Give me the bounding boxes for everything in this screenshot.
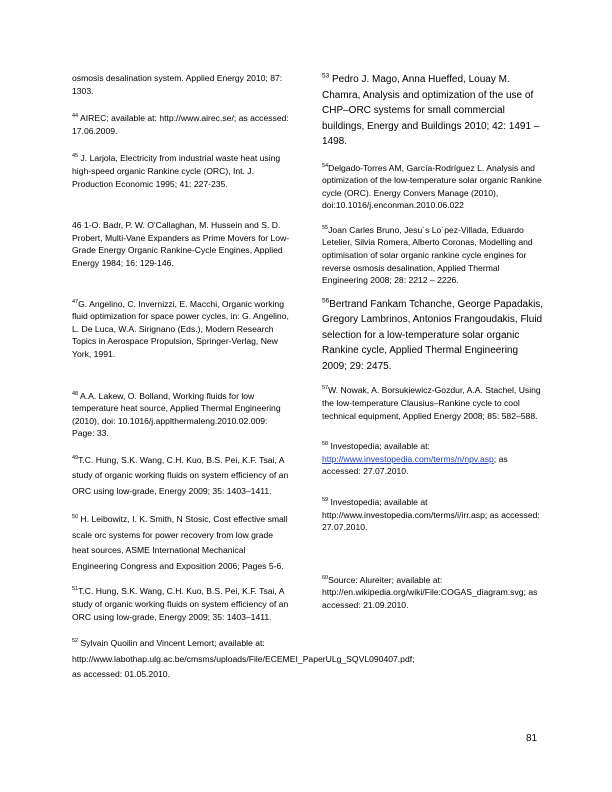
footnote-number: 49: [72, 455, 79, 462]
footnote-text: Delgado-Torres AM, García-Rodríguez L. Analysis and optimization of the low-temperature solar organic Rankine cycle (ORC). Energy Convers Manage (2010), doi:10.1016/j.enconman.2010.06.022: [322, 162, 542, 211]
footnote-55: [322, 224, 544, 287]
footnote-text: Sylvain Quoilin and Vincent Lemort; available at: http://www.labothap.ulg.ac.be/cmsms/uploads/File/ECEMEI_PaperULg_SQVL090407.pdf; as accessed: 01.05.2010.: [72, 638, 415, 680]
footnote-text: T.C. Hung, S.K. Wang, C.H. Kuo, B.S. Pei, K.F. Tsai, A study of organic working fluids on system efficiency of an ORC using low-grade, Energy 2009; 35: 1403–1411.: [72, 586, 289, 622]
footnote-text: A.A. Lakew, O. Bolland, Working fluids for low temperature heat source, Applied Thermal Engineering (2010), doi: 10.1016/j.applthermaleng.2010.02.009: Page: 33.: [72, 390, 281, 439]
footnote-52: [72, 636, 415, 683]
footnote-text: ; as accessed: 27.07.2010.: [322, 453, 508, 477]
footnote-number: 45: [72, 153, 79, 160]
footnote-text: Bertrand Fankam Tchanche, George Papadakis, Gregory Lambrinos, Antonios Frangoudakis, Fluid selection for a low-temperature solar organic Rankine cycle, Applied Thermal Engineering 2009; 29: 2475.: [322, 298, 544, 372]
footnote-text: AIREC; available at: http://www.airec.se/; as accessed: 17.06.2009.: [72, 113, 289, 136]
page-number: 81: [526, 733, 538, 744]
footnote-56: [322, 297, 544, 375]
footnote-text: T.C. Hung, S.K. Wang, C.H. Kuo, B.S. Pei, K.F. Tsai, A study of organic working fluids on system efficiency of an ORC using low-grade, Energy 2009; 35: 1403–1411.: [72, 454, 289, 496]
investopedia-npv-link[interactable]: http://www.investopedia.com/terms/n/npv.asp: [322, 453, 494, 464]
footnote-48: [72, 390, 292, 440]
footnote-45: [72, 152, 292, 190]
footnote-text: G. Angelino, C. Invernizzi, E. Macchi, Organic working fluid optimization for space power cycles, in: G. Angelino, L. De Luca, W.A. Sirignano (Eds.), Modern Research Topics in Aerospace Propulsion, Springer-Verlag, New York, 1991.: [72, 298, 289, 359]
footnote-text: Investopedia; available at http://www.investopedia.com/terms/i/irr.asp; as accessed: 27.07.2010.: [322, 496, 540, 533]
footnote-text: J. Larjola, Electricity from industrial waste heat using high-speed organic Rankine cycle (ORC), Int. J. Production Economic 1995; 41: 227-235.: [72, 153, 281, 189]
footnote-number: 57: [322, 385, 329, 392]
footnote-54: [322, 162, 544, 212]
footnote-number: 60: [322, 574, 329, 581]
footnote-number: 44: [72, 113, 79, 120]
footnote-number: 47: [72, 298, 79, 305]
footnote-number: 52: [72, 638, 79, 645]
footnote-text: H. Leibowitz, I. K. Smith, N Stosic, Cost effective small scale orc systems for power recovery from low grade heat sources, ASME International Mechanical Engineering Congress and Exposition 2006; Pages 5-6.: [72, 514, 288, 571]
footnote-46: [72, 219, 292, 269]
footnote-text: W. Nowak, A. Borsukiewicz-Gozdur, A.A. Stachel, Using the low-temperature Clausius–Rankine cycle to cool technical equipment, Applied Energy 2008; 85: 582–588.: [322, 385, 541, 421]
footnote-47: [72, 298, 292, 361]
footnote-51: [72, 585, 292, 623]
footnote-number: 50: [72, 514, 79, 521]
footnote-49: [72, 453, 292, 500]
footnote-60: [322, 574, 544, 612]
footnote-57: [322, 384, 544, 422]
footnote-number: 56: [322, 297, 330, 305]
footnote-number: 48: [72, 390, 79, 397]
footnote-number: 59: [322, 497, 329, 504]
footnote-number: 58: [322, 441, 329, 448]
footnote-59: [322, 496, 544, 534]
footnote-text: Source: Alureiter; available at: http://en.wikipedia.org/wiki/File:COGAS_diagram.svg; as accessed: 21.09.2010.: [322, 574, 538, 610]
footnote-text: 46 1-O. Badr, P. W. O'Callaghan, M. Hussein and S. D. Probert, Multi-Vane Expanders as Prime Movers for Low-Grade Energy Organic Rankine-Cycle Engines, Applied Energy 1984; 16: 129-146.: [72, 220, 290, 268]
footnote-number: 55: [322, 225, 329, 232]
footnote-44: [72, 112, 292, 137]
footnote-number: 51: [72, 586, 79, 593]
footnote-number: 53: [322, 72, 330, 80]
footnote-43-continuation: [72, 72, 292, 97]
footnote-text: Pedro J. Mago, Anna Hueffed, Louay M. Chamra, Analysis and optimization of the use of CHP–ORC systems for small commercial buildings, Energy and Buildings 2010; 42: 1491 – 1498.: [322, 74, 540, 147]
right-column: [322, 72, 544, 611]
footnote-text: Investopedia; available at:: [328, 441, 430, 452]
footnote-number: 54: [322, 162, 329, 169]
footnote-58: [322, 440, 544, 478]
footnote-text: Joan Carles Bruno, Jesu´s Lo´pez-Villada, Eduardo Letelier, Silvia Romera, Alberto Coronas, Modelling and optimisation of solar organic rankine cycle engines for reverse osmosis desalination, Applied Thermal Engineering 2008; 28: 2212 – 2226.: [322, 224, 533, 286]
footnote-text: osmosis desalination system. Applied Energy 2010; 87: 1303.: [72, 73, 283, 96]
footnote-50: [72, 512, 292, 574]
footnote-53: [322, 72, 544, 150]
